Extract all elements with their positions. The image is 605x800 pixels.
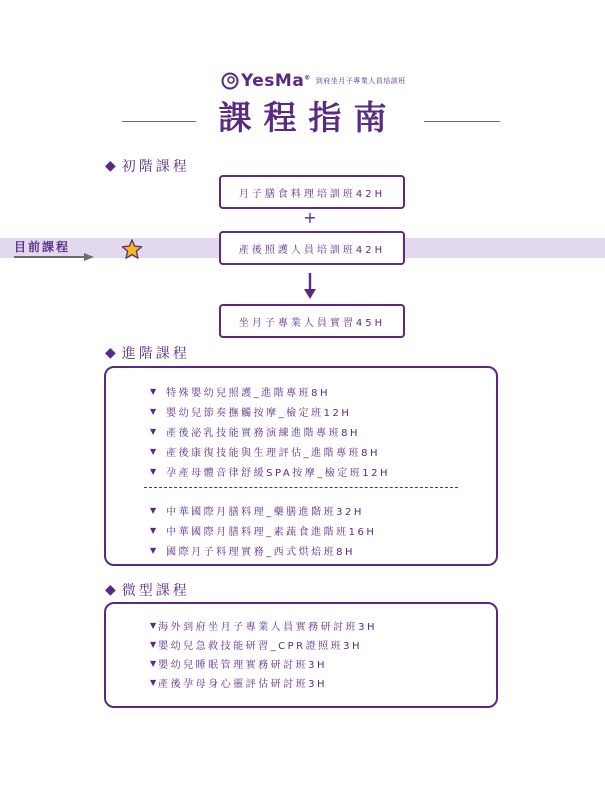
dashed-divider — [144, 487, 458, 488]
right-arrow-icon — [14, 252, 94, 262]
basic-course-3: 坐月子專業人員實習45H — [219, 304, 405, 338]
triangle-bullet-icon: ▼ — [150, 621, 157, 630]
list-item: ▼ 中華國際月膳料理_素蔬食進階班16H — [150, 526, 377, 538]
list-item: ▼ 國際月子料理實務_西式烘焙班8H — [150, 546, 356, 558]
diamond-icon: ◆ — [105, 158, 116, 174]
page-title: 課程指南 — [218, 98, 399, 137]
list-item: ▼ 海外到府坐月子專業人員實務研討班3H — [150, 621, 378, 633]
basic-section-heading: ◆ 初階課程 — [105, 158, 190, 175]
triangle-bullet-icon: ▼ — [150, 526, 157, 535]
list-item: ▼ 嬰幼兒睡眠管理實務研討班3H — [150, 659, 328, 671]
brand-tagline: 到府坐月子專業人員培訓班 — [315, 77, 406, 85]
title-rule-right — [424, 121, 500, 122]
star-icon — [121, 238, 143, 260]
list-item: ▼ 嬰幼兒節奏撫觸按摩_檢定班12H — [150, 407, 352, 419]
triangle-bullet-icon: ▼ — [150, 678, 157, 687]
current-course-label: 目前課程 — [14, 240, 71, 254]
down-arrow-icon — [303, 273, 317, 299]
list-item: ▼ 孕產母體音律舒緩SPA按摩_檢定班12H — [150, 467, 390, 479]
mother-baby-icon — [221, 72, 239, 90]
list-item: ▼ 產後泌乳技能實務演練進階專班8H — [150, 427, 361, 439]
triangle-bullet-icon: ▼ — [150, 427, 157, 436]
triangle-bullet-icon: ▼ — [150, 659, 157, 668]
list-item: ▼ 產後康復技能與生理評估_進階專班8H — [150, 447, 381, 459]
triangle-bullet-icon: ▼ — [150, 447, 157, 456]
basic-course-2-current: 產後照護人員培訓班42H — [219, 231, 405, 265]
list-item: ▼ 特殊嬰幼兒照護_進階專班8H — [150, 387, 331, 399]
triangle-bullet-icon: ▼ — [150, 640, 157, 649]
brand-logo — [221, 70, 406, 92]
basic-course-1: 月子膳食料理培訓班42H — [219, 175, 405, 209]
micro-section-heading: ◆ 微型課程 — [105, 582, 190, 599]
list-item: ▼ 產後孕母身心靈評估研討班3H — [150, 678, 328, 690]
list-item: ▼ 中華國際月膳料理_藥膳進階班32H — [150, 506, 364, 518]
triangle-bullet-icon: ▼ — [150, 407, 157, 416]
diamond-icon: ◆ — [105, 582, 116, 598]
title-rule-left — [122, 121, 196, 122]
list-item: ▼ 嬰幼兒急救技能研習_CPR證照班3H — [150, 640, 362, 652]
triangle-bullet-icon: ▼ — [150, 467, 157, 476]
triangle-bullet-icon: ▼ — [150, 546, 157, 555]
diamond-icon: ◆ — [105, 345, 116, 361]
brand-name: YesMa® — [241, 71, 311, 91]
plus-icon: + — [303, 208, 317, 227]
triangle-bullet-icon: ▼ — [150, 387, 157, 396]
advanced-section-heading: ◆ 進階課程 — [105, 345, 190, 362]
triangle-bullet-icon: ▼ — [150, 506, 157, 515]
